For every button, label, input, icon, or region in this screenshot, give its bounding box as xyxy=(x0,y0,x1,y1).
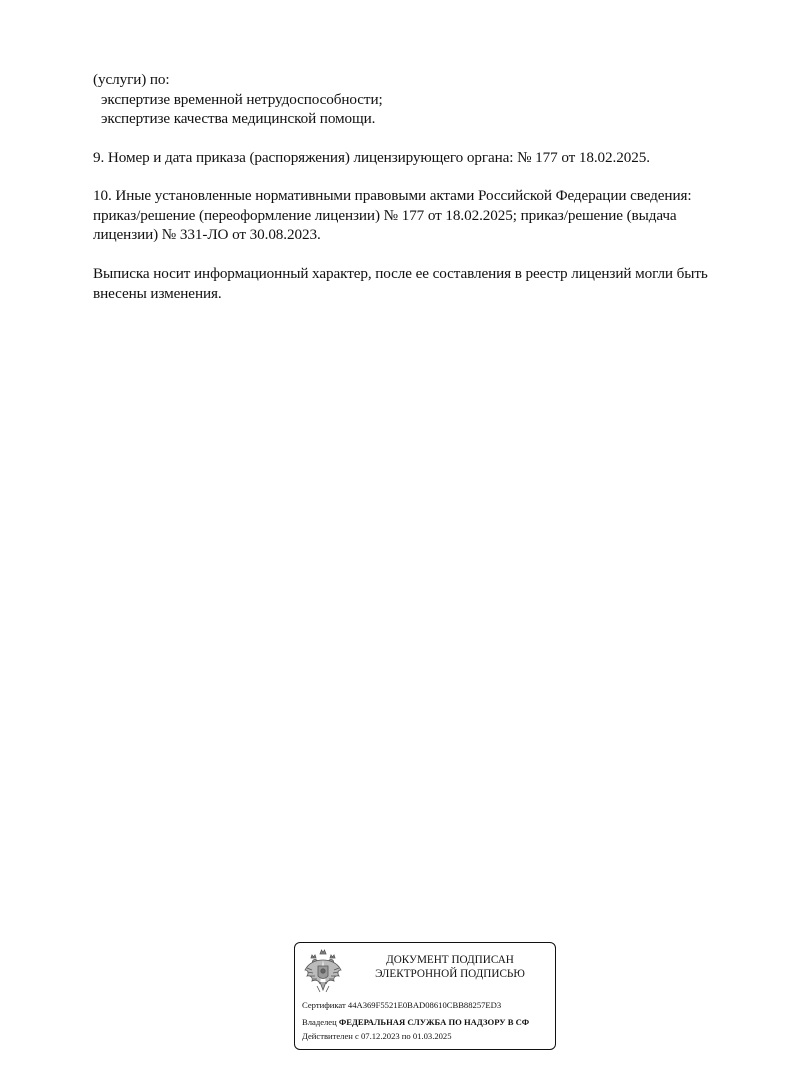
services-intro-line: (услуги) по: xyxy=(93,71,170,88)
disclaimer-line-1: Выписка носит информационный характер, после ее составления в реестр лицензий могли быть xyxy=(93,265,708,282)
service-item-temporary-disability: экспертизе временной нетрудоспособности; xyxy=(101,91,383,108)
section-9-order-number-date: 9. Номер и дата приказа (распоряжения) лицензирующего органа: № 177 от 18.02.2025. xyxy=(93,149,650,166)
stamp-certificate-row xyxy=(302,1000,501,1011)
service-item-quality-of-care: экспертизе качества медицинской помощи. xyxy=(101,110,376,127)
stamp-owner-row xyxy=(302,1017,529,1028)
disclaimer-line-2: внесены изменения. xyxy=(93,285,222,302)
section-10-line-3: лицензии) № 331-ЛО от 30.08.2023. xyxy=(93,226,321,243)
section-10-line-1: 10. Иные установленные нормативными правовыми актами Российской Федерации сведения: xyxy=(93,187,692,204)
section-10-line-2: приказ/решение (переоформление лицензии) № 177 от 18.02.2025; приказ/решение (выдача xyxy=(93,207,677,224)
stamp-title-line-2: ЭЛЕКТРОННОЙ ПОДПИСЬЮ xyxy=(375,968,525,980)
owner-value: ФЕДЕРАЛЬНАЯ СЛУЖБА ПО НАДЗОРУ В СФ xyxy=(338,1017,530,1027)
owner-label: Владелец xyxy=(302,1017,337,1027)
stamp-validity-row: Действителен с 07.12.2023 по 01.03.2025 xyxy=(302,1031,452,1041)
russian-coat-of-arms-icon xyxy=(303,948,343,994)
stamp-title-line-1: ДОКУМЕНТ ПОДПИСАН xyxy=(386,954,514,966)
electronic-signature-stamp xyxy=(294,942,556,1050)
certificate-value: 44A369F5521E0BAD08610CBB88257ED3 xyxy=(347,1000,502,1010)
certificate-label: Сертификат xyxy=(302,1000,346,1010)
